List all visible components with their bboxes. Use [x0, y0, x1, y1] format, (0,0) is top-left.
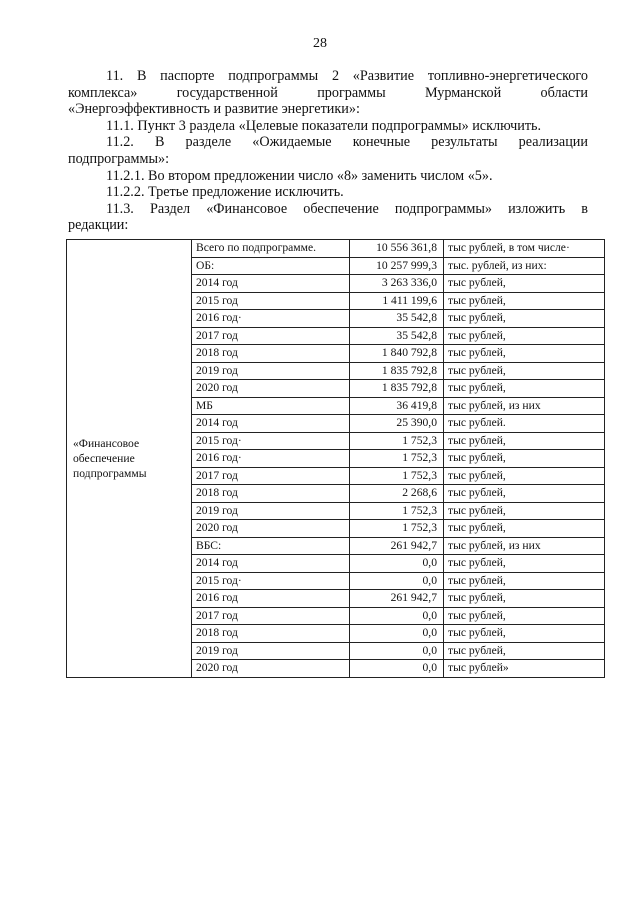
paragraph-line: подпрограммы»:: [68, 150, 170, 167]
row-name: 2015 год·: [192, 432, 350, 450]
row-unit: тыс рублей,: [444, 362, 605, 380]
row-unit: тыс рублей.: [444, 415, 605, 433]
row-value: 35 542,8: [350, 310, 444, 328]
row-value: 0,0: [350, 607, 444, 625]
financing-table: [66, 239, 605, 678]
row-value: 10 257 999,3: [350, 257, 444, 275]
row-group-label: «Финансовое обеспечение подпрограммы: [67, 240, 192, 678]
row-name: 2018 год: [192, 485, 350, 503]
row-name: 2016 год·: [192, 450, 350, 468]
row-name: 2020 год: [192, 520, 350, 538]
amendment-text: [68, 68, 588, 234]
row-value: 0,0: [350, 660, 444, 678]
row-value: 261 942,7: [350, 590, 444, 608]
row-unit: тыс рублей,: [444, 275, 605, 293]
row-unit: тыс рублей,: [444, 502, 605, 520]
row-name: ОБ:: [192, 257, 350, 275]
row-unit: тыс рублей,: [444, 485, 605, 503]
row-value: 261 942,7: [350, 537, 444, 555]
row-name: 2015 год: [192, 292, 350, 310]
row-unit: тыс рублей,: [444, 310, 605, 328]
paragraph-line: 11. В паспорте подпрограммы 2 «Развитие топливно-энергетического: [106, 68, 588, 84]
row-value: 1 835 792,8: [350, 362, 444, 380]
row-name: 2019 год: [192, 362, 350, 380]
row-value: 1 752,3: [350, 502, 444, 520]
row-unit: тыс рублей,: [444, 520, 605, 538]
row-unit: тыс рублей,: [444, 345, 605, 363]
row-unit: тыс рублей»: [444, 660, 605, 678]
row-name: ВБС:: [192, 537, 350, 555]
paragraph-line: 11.2.1. Во втором предложении число «8» заменить числом «5».: [106, 167, 493, 184]
paragraph-line: 11.2. В разделе «Ожидаемые конечные результаты реализации: [106, 134, 588, 151]
row-unit: тыс. рублей, из них:: [444, 257, 605, 275]
row-name: 2015 год·: [192, 572, 350, 590]
row-unit: тыс рублей,: [444, 432, 605, 450]
row-unit: тыс рублей,: [444, 572, 605, 590]
row-name: 2017 год: [192, 607, 350, 625]
row-value: 1 411 199,6: [350, 292, 444, 310]
row-value: 10 556 361,8: [350, 240, 444, 258]
row-value: 0,0: [350, 642, 444, 660]
row-unit: тыс рублей,: [444, 642, 605, 660]
page-number: 28: [313, 36, 327, 51]
row-unit: тыс рублей,: [444, 380, 605, 398]
row-value: 2 268,6: [350, 485, 444, 503]
paragraph-line: 11.2.2. Третье предложение исключить.: [106, 184, 344, 201]
row-unit: тыс рублей,: [444, 467, 605, 485]
row-unit: тыс рублей, в том числе·: [444, 240, 605, 258]
financing-table-wrapper: [66, 239, 605, 678]
row-name: 2016 год·: [192, 310, 350, 328]
row-name: 2016 год: [192, 590, 350, 608]
row-name: 2017 год: [192, 327, 350, 345]
row-value: 1 752,3: [350, 520, 444, 538]
row-value: 1 752,3: [350, 432, 444, 450]
row-name: 2019 год: [192, 502, 350, 520]
row-value: 1 752,3: [350, 450, 444, 468]
row-unit: тыс рублей, из них: [444, 397, 605, 415]
row-unit: тыс рублей,: [444, 327, 605, 345]
row-name: 2014 год: [192, 275, 350, 293]
paragraph-line: «Энергоэффективность и развитие энергетики»:: [68, 101, 360, 118]
row-value: 25 390,0: [350, 415, 444, 433]
row-value: 35 542,8: [350, 327, 444, 345]
row-value: 0,0: [350, 555, 444, 573]
row-unit: тыс рублей,: [444, 607, 605, 625]
row-unit: тыс рублей,: [444, 555, 605, 573]
row-value: 1 835 792,8: [350, 380, 444, 398]
row-value: 3 263 336,0: [350, 275, 444, 293]
paragraph-line: 11.3. Раздел «Финансовое обеспечение подпрограммы» изложить в: [106, 200, 588, 217]
paragraph-line: редакции:: [68, 217, 129, 234]
row-name: 2018 год: [192, 345, 350, 363]
table-row: [67, 240, 605, 258]
paragraph-line: комплекса» государственной программы Мурманской области: [68, 84, 588, 101]
row-name: 2014 год: [192, 555, 350, 573]
row-name: МБ: [192, 397, 350, 415]
row-unit: тыс рублей,: [444, 450, 605, 468]
row-value: 1 840 792,8: [350, 345, 444, 363]
row-value: 0,0: [350, 572, 444, 590]
row-unit: тыс рублей,: [444, 292, 605, 310]
row-value: 36 419,8: [350, 397, 444, 415]
row-unit: тыс рублей,: [444, 590, 605, 608]
row-name: 2018 год: [192, 625, 350, 643]
row-name: 2019 год: [192, 642, 350, 660]
row-unit: тыс рублей,: [444, 625, 605, 643]
row-name: 2020 год: [192, 380, 350, 398]
row-unit: тыс рублей, из них: [444, 537, 605, 555]
paragraph-line: 11.1. Пункт 3 раздела «Целевые показатели подпрограммы» исключить.: [106, 117, 542, 134]
row-name: 2014 год: [192, 415, 350, 433]
row-name: 2017 год: [192, 467, 350, 485]
row-value: 1 752,3: [350, 467, 444, 485]
row-value: 0,0: [350, 625, 444, 643]
row-name: Всего по подпрограмме.: [192, 240, 350, 258]
row-name: 2020 год: [192, 660, 350, 678]
